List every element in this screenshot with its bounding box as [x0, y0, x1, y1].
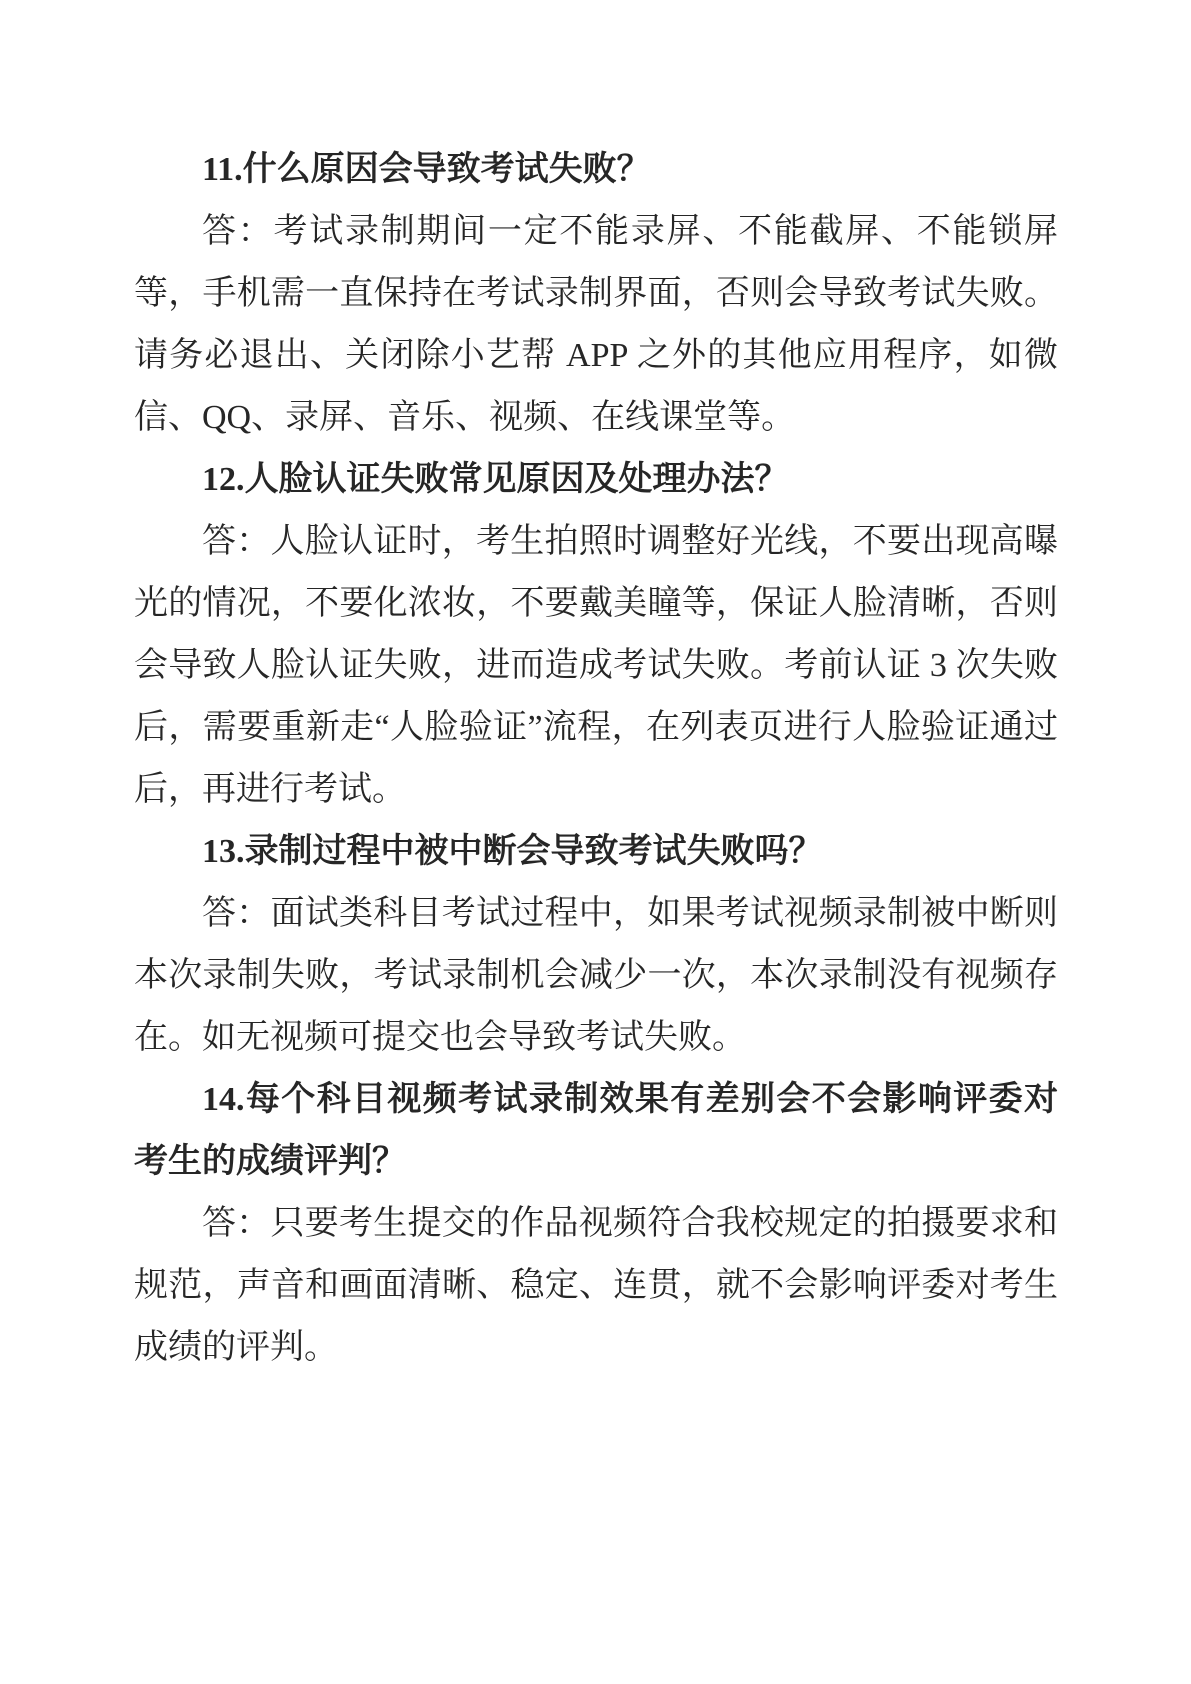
faq-question-14: 14.每个科目视频考试录制效果有差别会不会影响评委对考生的成绩评判？ [134, 1081, 1058, 1180]
faq-answer-13: 答：面试类科目考试过程中，如果考试视频录制被中断则本次录制失败，考试录制机会减少一次，本次录制没有视频存在。如无视频可提交也会导致考试失败。 [134, 895, 1058, 1056]
faq-content [134, 139, 1058, 1379]
faq-answer-11: 答：考试录制期间一定不能录屏、不能截屏、不能锁屏等，手机需一直保持在考试录制界面，否则会导致考试失败。请务必退出、关闭除小艺帮 APP 之外的其他应用程序，如微信、QQ、录屏、音乐、视频、在线课堂等。 [134, 213, 1058, 436]
faq-question-13: 13.录制过程中被中断会导致考试失败吗？ [202, 833, 823, 870]
faq-answer-14: 答：只要考生提交的作品视频符合我校规定的拍摄要求和规范，声音和画面清晰、稳定、连贯，就不会影响评委对考生成绩的评判。 [134, 1205, 1058, 1366]
faq-question-12: 12.人脸认证失败常见原因及处理办法？ [202, 461, 789, 498]
faq-answer-12: 答：人脸认证时，考生拍照时调整好光线，不要出现高曝光的情况，不要化浓妆，不要戴美瞳等，保证人脸清晰，否则会导致人脸认证失败，进而造成考试失败。考前认证 3 次失败后，需要重新走“人脸验证”流程，在列表页进行人脸验证通过后，再进行考试。 [134, 523, 1058, 808]
faq-question-11: 11.什么原因会导致考试失败？ [202, 151, 651, 188]
